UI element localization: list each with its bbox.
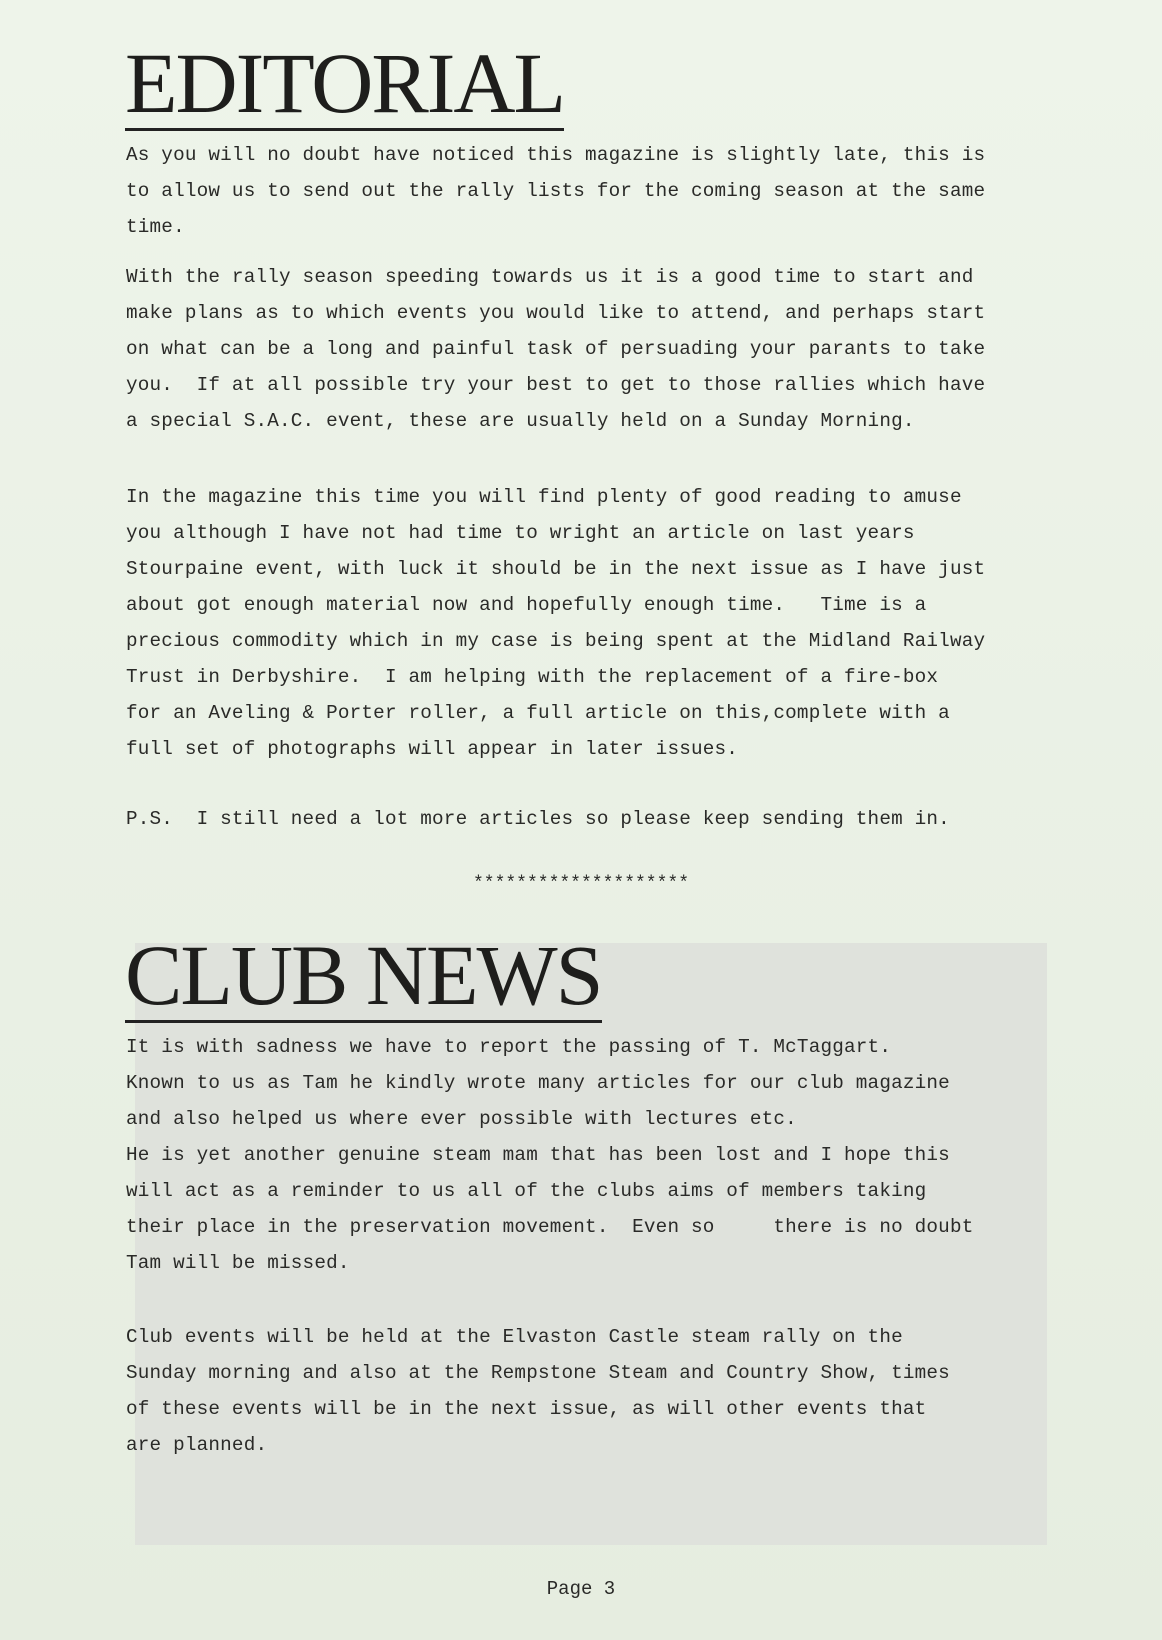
editorial-paragraph-3 (126, 479, 1046, 767)
text-line: full set of photographs will appear in later issues. (126, 738, 739, 760)
text-line: Known to us as Tam he kindly wrote many articles for our club magazine (126, 1072, 950, 1094)
text-line: Trust in Derbyshire. I am helping with the replacement of a fire-box (126, 666, 939, 688)
text-line: He is yet another genuine steam mam that has been lost and I hope this (126, 1144, 950, 1166)
editorial-paragraph-2 (126, 259, 1046, 439)
text-line: time. (126, 216, 185, 238)
text-line: on what can be a long and painful task of persuading your parants to take (126, 338, 986, 360)
club-news-paragraph-2 (126, 1319, 1046, 1463)
text-line: It is with sadness we have to report the passing of T. McTaggart. (126, 1036, 892, 1058)
text-line: about got enough material now and hopefully enough time. Time is a (126, 594, 927, 616)
text-line: Club events will be held at the Elvaston Castle steam rally on the (126, 1326, 903, 1348)
editorial-paragraph-1 (126, 137, 1046, 245)
club-news-heading: CLUB NEWS (125, 927, 602, 1023)
page-number: Page 3 (546, 1578, 616, 1600)
text-line: Sunday morning and also at the Rempstone Steam and Country Show, times (126, 1362, 950, 1384)
text-line: a special S.A.C. event, these are usually held on a Sunday Morning. (126, 410, 915, 432)
text-line: are planned. (126, 1434, 268, 1456)
section-divider: ******************** (472, 874, 690, 894)
text-line: you although I have not had time to wright an article on last years (126, 522, 915, 544)
club-news-paragraph-1 (126, 1029, 1046, 1281)
text-line: make plans as to which events you would like to attend, and perhaps start (126, 302, 986, 324)
text-line: of these events will be in the next issue, as will other events that (126, 1398, 927, 1420)
text-line: will act as a reminder to us all of the clubs aims of members taking (126, 1180, 927, 1202)
text-line: In the magazine this time you will find plenty of good reading to amuse (126, 486, 962, 508)
text-line: precious commodity which in my case is being spent at the Midland Railway (126, 630, 986, 652)
editorial-heading: EDITORIAL (125, 35, 565, 131)
text-line: As you will no doubt have noticed this magazine is slightly late, this is (126, 144, 986, 166)
text-line: and also helped us where ever possible with lectures etc. (126, 1108, 797, 1130)
editorial-postscript (126, 801, 1046, 837)
text-line: to allow us to send out the rally lists for the coming season at the same (126, 180, 986, 202)
text-line: Tam will be missed. (126, 1252, 350, 1274)
text-line: you. If at all possible try your best to get to those rallies which have (126, 374, 986, 396)
text-line: With the rally season speeding towards us it is a good time to start and (126, 266, 974, 288)
text-line: for an Aveling & Porter roller, a full article on this,complete with a (126, 702, 950, 724)
postscript-line: P.S. I still need a lot more articles so please keep sending them in. (126, 808, 950, 830)
text-line: Stourpaine event, with luck it should be in the next issue as I have just (126, 558, 986, 580)
text-line: their place in the preservation movement. Even so there is no doubt (126, 1216, 974, 1238)
